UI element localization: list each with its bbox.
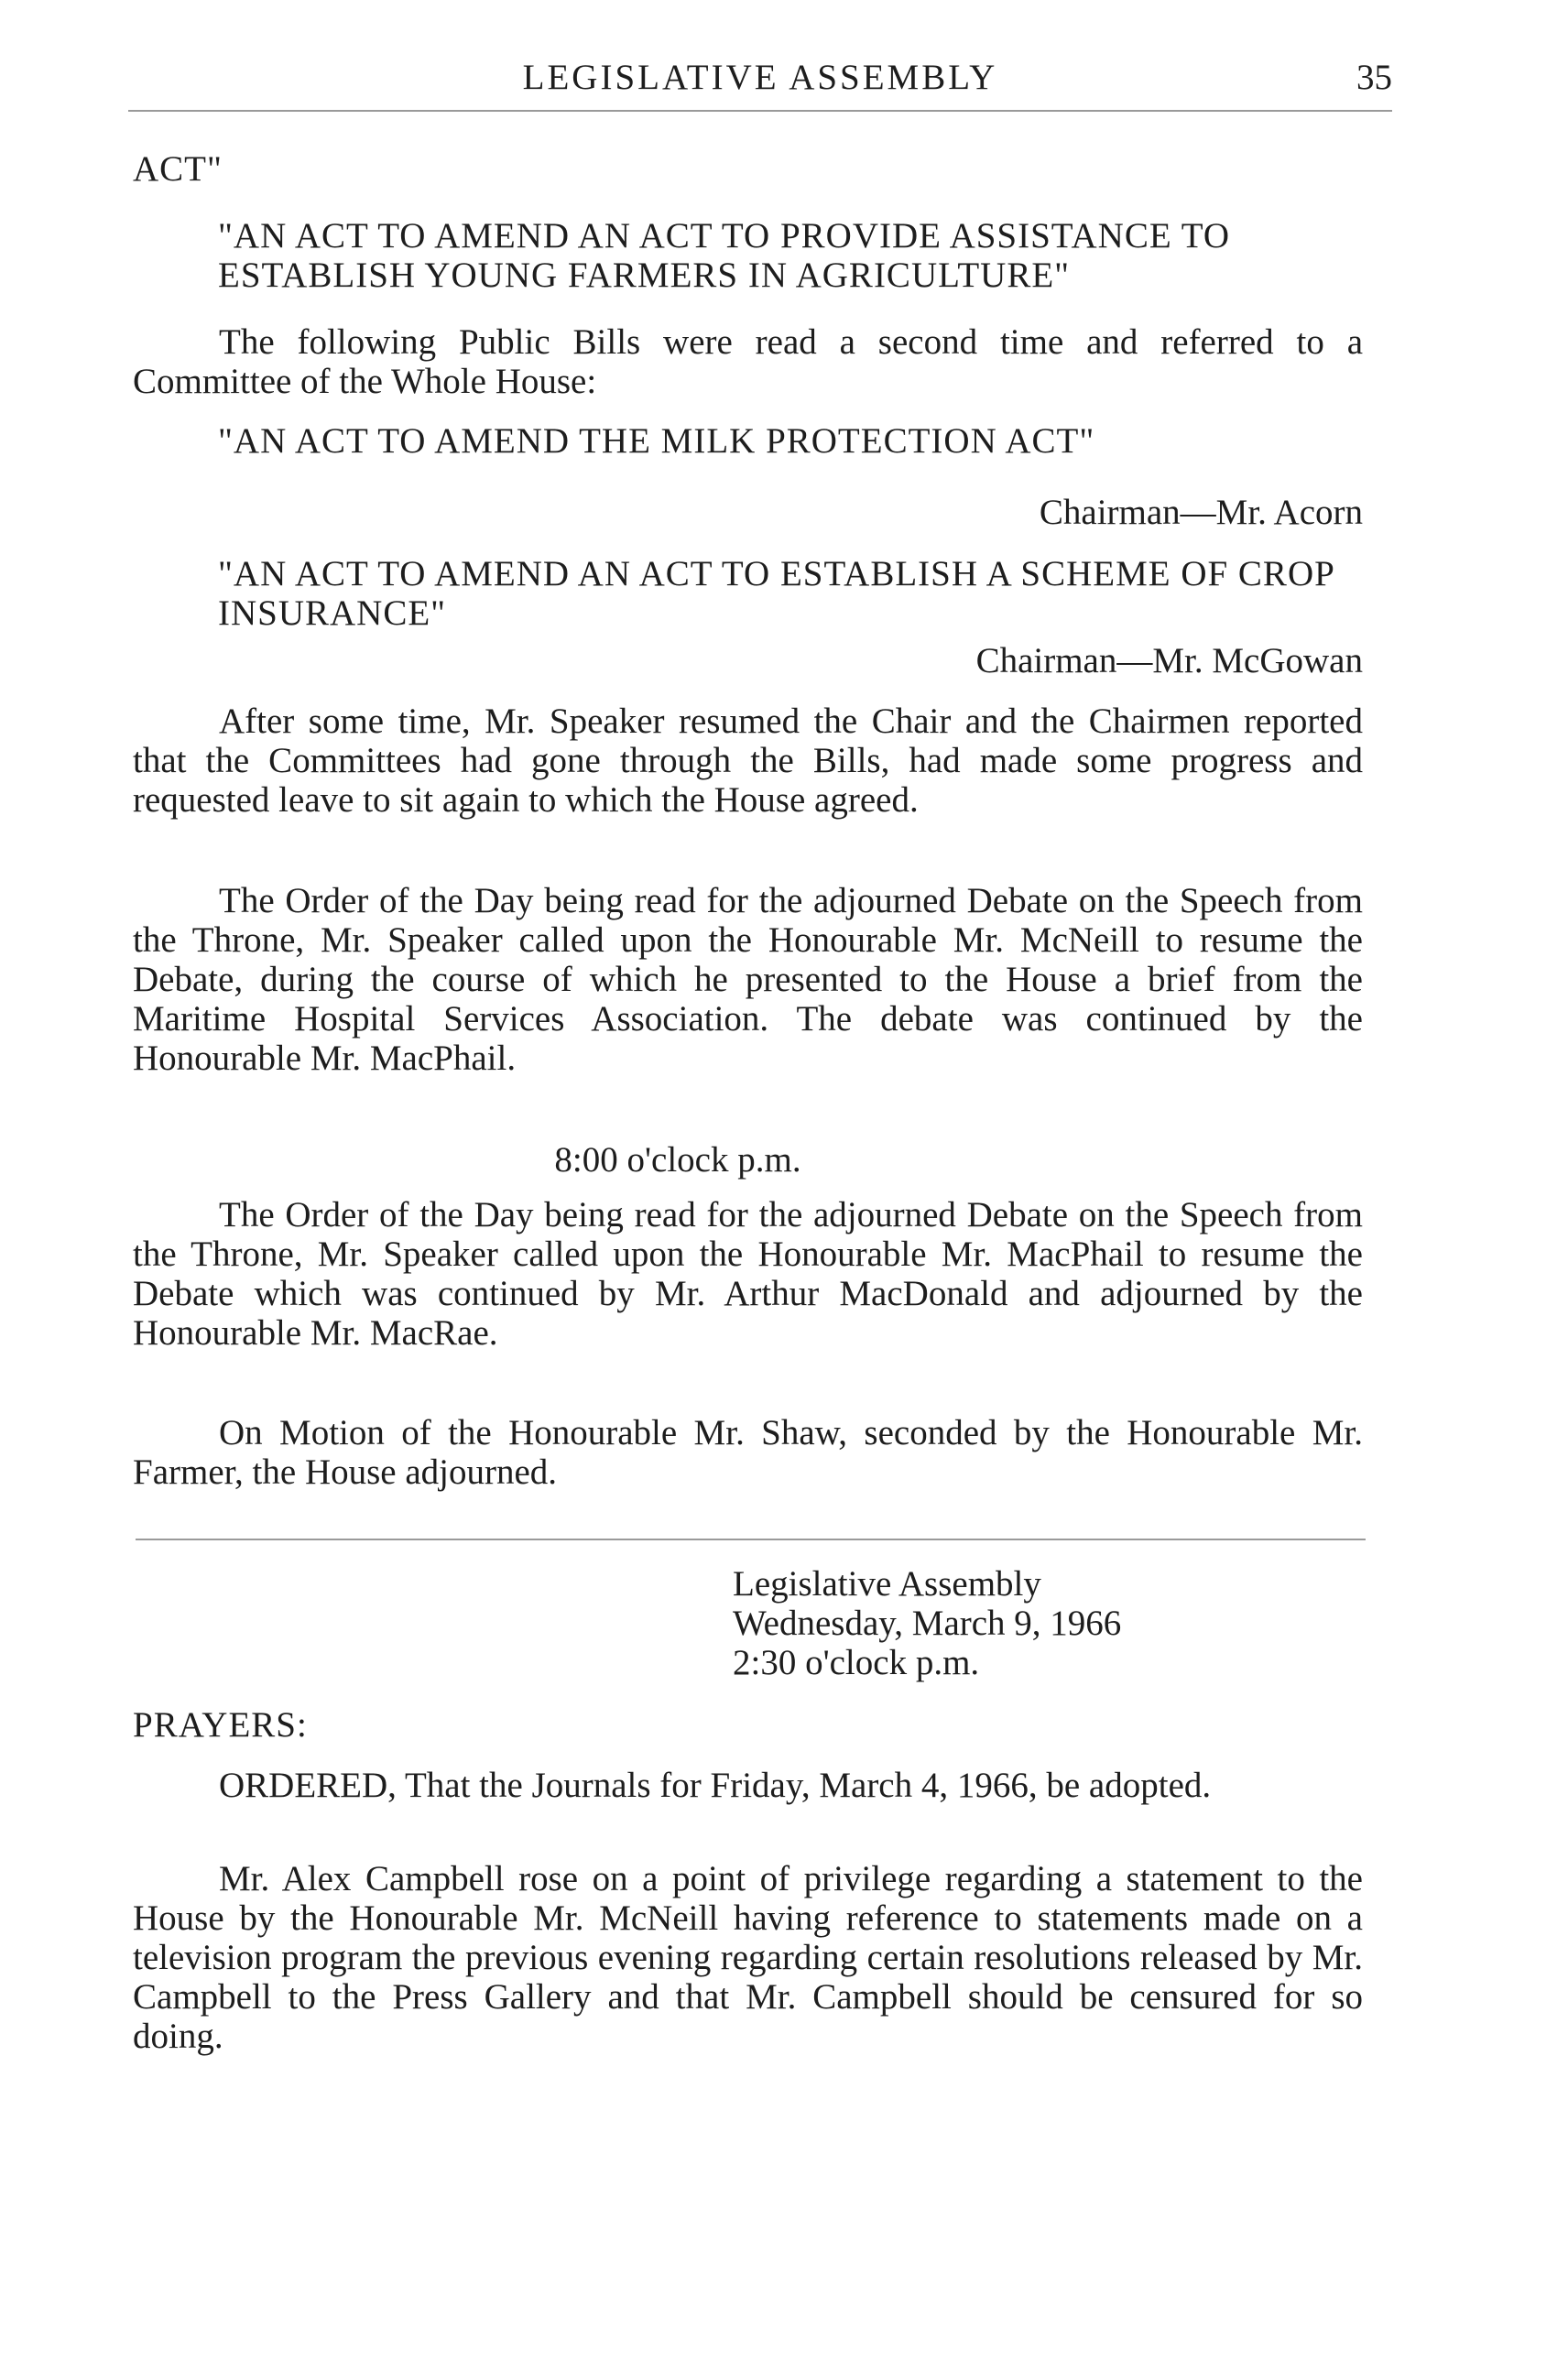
- journals-adopted-paragraph: ORDERED, That the Journals for Friday, March 4, 1966, be adopted.: [219, 1766, 1212, 1805]
- afternoon-debate-paragraph: The Order of the Day being read for the adjourned Debate on the Speech from the Throne, Mr. Speaker called upon the Honourable Mr. McNeill to resume the Debate, during the course of which he presented to the House a brief from the Maritime Hospital Services Association. The debate was continued by the Honourable Mr. MacPhail.: [133, 881, 1363, 1078]
- running-head-title: LEGISLATIVE ASSEMBLY: [522, 58, 998, 97]
- running-head: [128, 57, 1392, 103]
- sitting-date: Wednesday, March 9, 1966: [733, 1604, 1122, 1643]
- bill-title-milk-protection: "AN ACT TO AMEND THE MILK PROTECTION ACT": [218, 421, 1095, 461]
- second-reading-paragraph: The following Public Bills were read a second time and referred to a Committee of the Whole House:: [133, 322, 1363, 401]
- chairman-mcgowan: Chairman—Mr. McGowan: [975, 641, 1363, 680]
- bill-title-young-farmers: "AN ACT TO AMEND AN ACT TO PROVIDE ASSISTANCE TO ESTABLISH YOUNG FARMERS IN AGRICULTURE": [218, 216, 1230, 295]
- sitting-place: Legislative Assembly: [733, 1564, 1041, 1604]
- sitting-heading: [733, 1564, 1319, 1682]
- header-rule: [128, 110, 1392, 112]
- act-continuation: ACT": [133, 149, 223, 189]
- adjournment-paragraph: On Motion of the Honourable Mr. Shaw, seconded by the Honourable Mr. Farmer, the House adjourned.: [133, 1413, 1363, 1492]
- committee-progress-paragraph: After some time, Mr. Speaker resumed the Chair and the Chairmen reported that the Committees had gone through the Bills, had made some progress and requested leave to sit again to which the House agreed.: [133, 702, 1363, 820]
- chairman-acorn: Chairman—Mr. Acorn: [1039, 493, 1363, 532]
- point-of-privilege-paragraph: Mr. Alex Campbell rose on a point of privilege regarding a statement to the House by the Honourable Mr. McNeill having reference to statements made on a television program the previous evening regarding certain resolutions released by Mr. Campbell to the Press Gallery and that Mr. Campbell should be censured for so doing.: [133, 1859, 1363, 2056]
- sitting-time: 2:30 o'clock p.m.: [733, 1643, 980, 1682]
- bill-title-crop-insurance: "AN ACT TO AMEND AN ACT TO ESTABLISH A SCHEME OF CROP INSURANCE": [218, 554, 1334, 633]
- evening-debate-paragraph: The Order of the Day being read for the adjourned Debate on the Speech from the Throne, Mr. Speaker called upon the Honourable Mr. MacPhail to resume the Debate which was continued by Mr. Arthur MacDonald and adjourned by the Honourable Mr. MacRae.: [133, 1195, 1363, 1353]
- page-number: 35: [1356, 58, 1392, 97]
- section-divider: [136, 1539, 1366, 1540]
- prayers-heading: PRAYERS:: [133, 1705, 308, 1745]
- evening-sitting-time: 8:00 o'clock p.m.: [554, 1140, 801, 1180]
